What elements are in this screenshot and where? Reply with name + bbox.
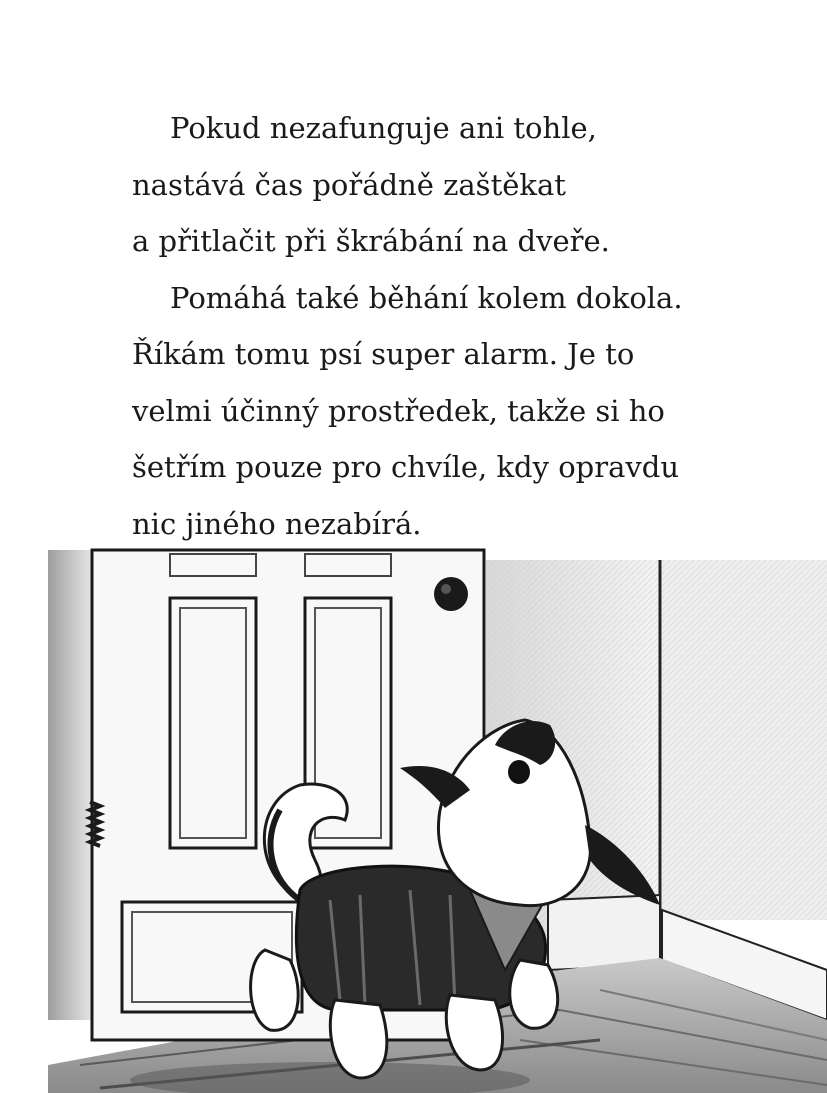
text-line: šetřím pouze pro chvíle, kdy opravdu: [132, 450, 680, 484]
story-text: [132, 100, 812, 552]
text-line: nic jiného nezabírá.: [132, 506, 422, 541]
text-line: Pokud nezafunguje ani tohle,: [170, 111, 597, 145]
text-line: a přitlačit při škrábání na dveře.: [132, 224, 610, 258]
dog-at-door-illustration: [0, 540, 827, 1093]
text-line: Říkám tomu psí super alarm. Je to: [132, 337, 635, 371]
text-line: nastává čas pořádně zaštěkat: [132, 167, 566, 202]
text-line: velmi účinný prostředek, takže si ho: [132, 393, 665, 428]
text-line: Pomáhá také běhání kolem dokola.: [170, 280, 683, 315]
